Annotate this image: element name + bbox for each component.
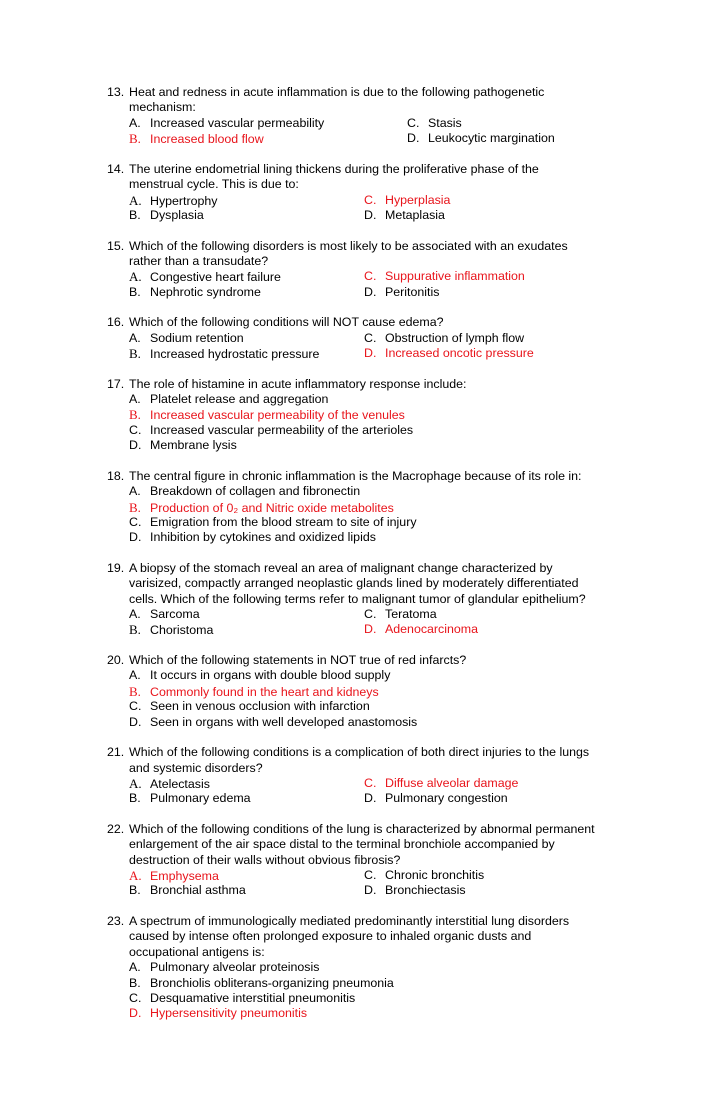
stem-line <box>107 853 667 868</box>
answer-option-d[interactable] <box>364 622 478 637</box>
option-text: Pulmonary alveolar proteinosis <box>150 960 320 975</box>
question-number: 21. <box>107 745 125 760</box>
option-letter: C. <box>364 192 377 207</box>
option-letter: A. <box>129 668 141 683</box>
answer-option-b[interactable] <box>129 791 251 806</box>
stem-line <box>107 653 667 668</box>
answer-option-b[interactable] <box>129 285 261 300</box>
options-row <box>107 392 667 407</box>
option-letter: C. <box>407 115 420 130</box>
option-text: Pulmonary congestion <box>385 791 508 806</box>
option-letter: C. <box>364 868 377 883</box>
option-text: Suppurative inflammation <box>385 269 525 284</box>
answer-option-c[interactable] <box>407 116 462 131</box>
option-text: Platelet release and aggregation <box>150 392 329 406</box>
options-row <box>107 1006 667 1021</box>
question-21 <box>107 745 667 807</box>
options-row <box>107 776 667 791</box>
answer-option-b[interactable] <box>129 131 264 147</box>
answer-option-a[interactable] <box>129 116 324 131</box>
options-row <box>107 331 667 346</box>
options-row <box>107 960 667 975</box>
stem-line <box>107 929 667 944</box>
option-letter: C. <box>364 269 377 284</box>
question-22 <box>107 822 667 899</box>
option-letter: A. <box>129 868 142 884</box>
answer-option-a[interactable] <box>129 484 360 499</box>
question-stem-text: The uterine endometrial lining thickens during the proliferative phase of the <box>129 161 539 176</box>
question-stem-text: Heat and redness in acute inflammation is due to the following pathogenetic <box>129 85 545 99</box>
answer-option-c[interactable] <box>129 423 413 438</box>
question-stem-text: Which of the following disorders is most likely to be associated with an exudates <box>129 238 568 253</box>
stem-line <box>107 315 667 330</box>
option-text: Increased vascular permeability of the venules <box>150 408 405 423</box>
answer-option-d[interactable] <box>364 791 508 806</box>
question-13 <box>107 85 667 147</box>
option-text: Desquamative interstitial pneumonitis <box>150 991 356 1006</box>
option-letter: D. <box>364 207 377 222</box>
answer-option-a[interactable] <box>129 668 390 683</box>
options-row <box>107 438 667 453</box>
question-stem-text: Which of the following conditions of the lung is characterized by abnormal permanent <box>129 821 595 836</box>
question-number: 17. <box>107 376 125 391</box>
option-text: Chronic bronchitis <box>385 868 485 883</box>
option-text: Atelectasis <box>150 776 210 791</box>
answer-option-c[interactable] <box>364 607 437 622</box>
answer-option-c[interactable] <box>364 193 450 208</box>
question-stem-text: The role of histamine in acute inflammatory response include: <box>129 376 467 391</box>
option-letter: D. <box>129 1006 142 1021</box>
option-text: Sodium retention <box>150 330 244 345</box>
option-letter: A. <box>129 330 141 345</box>
option-text: Metaplasia <box>385 207 445 222</box>
question-stem-text: Which of the following conditions will NOT cause edema? <box>129 315 444 330</box>
option-text: Hypertrophy <box>150 193 218 208</box>
options-row <box>107 131 667 146</box>
stem-line <box>107 377 667 392</box>
options-row <box>107 208 667 223</box>
question-16 <box>107 315 667 361</box>
question-number: 20. <box>107 653 125 668</box>
answer-option-a[interactable] <box>129 392 328 407</box>
options-row <box>107 991 667 1006</box>
option-letter: C. <box>129 514 142 529</box>
stem-line <box>107 822 667 837</box>
option-text: Seen in organs with well developed anastomosis <box>150 714 418 729</box>
answer-option-b[interactable] <box>129 622 213 638</box>
question-17 <box>107 377 667 454</box>
question-number: 22. <box>107 821 125 836</box>
question-stem-text: occupational antigens is: <box>129 944 265 959</box>
options-row <box>107 193 667 208</box>
answer-option-c[interactable] <box>364 776 518 791</box>
question-stem-text: menstrual cycle. This is due to: <box>129 177 299 192</box>
option-text: Teratoma <box>385 607 437 622</box>
stem-line <box>107 576 667 591</box>
stem-line <box>107 592 667 607</box>
question-number: 16. <box>107 315 125 330</box>
option-text: Hypersensitivity pneumonitis <box>150 1006 308 1021</box>
stem-line <box>107 914 667 929</box>
question-stem-text: enlargement of the air space distal to the terminal bronchiole accompanied by <box>129 837 555 852</box>
options-row <box>107 607 667 622</box>
answer-option-b[interactable] <box>129 208 204 223</box>
answer-option-b[interactable] <box>129 883 246 898</box>
option-text: Dysplasia <box>150 207 204 222</box>
question-19 <box>107 561 667 638</box>
question-stem-text: rather than a transudate? <box>129 253 269 268</box>
options-row <box>107 530 667 545</box>
answer-option-b[interactable] <box>129 346 319 362</box>
answer-option-c[interactable] <box>129 991 355 1006</box>
answer-option-b[interactable] <box>129 500 394 516</box>
options-row <box>107 269 667 284</box>
answer-option-d[interactable] <box>364 208 445 223</box>
question-stem-text: varisized, compactly arranged neoplastic glands lined by moderately differentiated <box>129 576 579 591</box>
option-letter: D. <box>129 530 142 545</box>
answer-option-d[interactable] <box>129 530 376 545</box>
option-text: Increased vascular permeability <box>150 115 325 130</box>
option-letter: C. <box>364 775 377 790</box>
option-text: Seen in venous occlusion with infarction <box>150 699 370 714</box>
option-letter: A. <box>129 607 141 622</box>
option-letter: B. <box>129 407 141 423</box>
answer-option-a[interactable] <box>129 607 200 622</box>
option-text: Obstruction of lymph flow <box>385 330 525 345</box>
question-number: 19. <box>107 560 125 575</box>
option-letter: B. <box>129 346 141 362</box>
option-letter: D. <box>364 622 377 637</box>
question-stem-text: cells. Which of the following terms refer to malignant tumor of glandular epithelium? <box>129 591 586 606</box>
options-row <box>107 883 667 898</box>
option-text: Choristoma <box>150 623 214 638</box>
question-number: 13. <box>107 85 125 99</box>
options-row <box>107 668 667 683</box>
question-20 <box>107 653 667 730</box>
answer-option-b[interactable] <box>129 407 405 423</box>
stem-line <box>107 561 667 576</box>
option-text: Membrane lysis <box>150 438 237 453</box>
question-page <box>107 85 667 1037</box>
option-text: Bronchial asthma <box>150 883 246 898</box>
answer-option-d[interactable] <box>129 715 417 730</box>
options-row <box>107 116 667 131</box>
answer-option-d[interactable] <box>407 131 555 146</box>
option-letter: B. <box>129 207 141 222</box>
option-text: Commonly found in the heart and kidneys <box>150 684 379 699</box>
stem-line <box>107 254 667 269</box>
stem-line <box>107 177 667 192</box>
option-letter: A. <box>129 960 141 975</box>
option-letter: C. <box>129 422 142 437</box>
option-text: Adenocarcinoma <box>385 622 478 637</box>
answer-option-c[interactable] <box>364 269 525 284</box>
option-text: Congestive heart failure <box>150 270 281 285</box>
option-letter: C. <box>364 330 377 345</box>
options-row <box>107 715 667 730</box>
option-letter: B. <box>129 791 141 806</box>
stem-line <box>107 761 667 776</box>
options-row <box>107 515 667 530</box>
answer-option-a[interactable] <box>129 868 219 884</box>
answer-option-a[interactable] <box>129 269 281 285</box>
question-stem-text: caused by intense often prolonged exposure to inhaled organic dusts and <box>129 929 532 944</box>
answer-option-a[interactable] <box>129 776 210 792</box>
option-letter: C. <box>129 699 142 714</box>
option-letter: A. <box>129 192 142 208</box>
options-row <box>107 500 667 515</box>
question-number: 15. <box>107 238 125 253</box>
option-letter: B. <box>129 683 141 699</box>
option-text: Bronchiectasis <box>385 883 466 898</box>
stem-line <box>107 837 667 852</box>
option-text: Nephrotic syndrome <box>150 284 261 299</box>
option-letter: A. <box>129 484 141 499</box>
options-row <box>107 622 667 637</box>
answer-option-d[interactable] <box>364 285 439 300</box>
option-letter: B. <box>129 499 141 515</box>
stem-line <box>107 945 667 960</box>
options-row <box>107 976 667 991</box>
option-letter: A. <box>129 115 141 130</box>
stem-line <box>107 745 667 760</box>
question-number: 23. <box>107 914 125 929</box>
option-letter: D. <box>364 791 377 806</box>
question-stem-text: mechanism: <box>129 100 196 115</box>
option-letter: A. <box>129 269 142 285</box>
answer-option-a[interactable] <box>129 193 218 209</box>
option-letter: B. <box>129 284 141 299</box>
options-row <box>107 407 667 422</box>
option-text: Increased oncotic pressure <box>385 346 534 361</box>
option-text: Increased vascular permeability of the arterioles <box>150 422 414 437</box>
option-text: Emphysema <box>150 869 219 884</box>
option-text: Diffuse alveolar damage <box>385 775 519 790</box>
options-row <box>107 699 667 714</box>
question-23 <box>107 914 667 1022</box>
answer-option-d[interactable] <box>364 883 466 898</box>
question-stem-text: Which of the following statements in NOT true of red infarcts? <box>129 653 467 668</box>
options-row <box>107 423 667 438</box>
question-15 <box>107 239 667 301</box>
option-text: Stasis <box>428 115 462 130</box>
options-row <box>107 484 667 499</box>
stem-line <box>107 162 667 177</box>
options-row <box>107 868 667 883</box>
question-stem-text: destruction of their walls without obvious fibrosis? <box>129 852 401 867</box>
question-18 <box>107 469 667 546</box>
question-number: 14. <box>107 161 125 176</box>
question-stem-text: Which of the following conditions is a complication of both direct injuries to the lungs <box>129 745 590 760</box>
question-stem-text: The central figure in chronic inflammation is the Macrophage because of its role in: <box>129 468 582 483</box>
option-letter: B. <box>129 883 141 898</box>
option-text: Pulmonary edema <box>150 791 251 806</box>
option-letter: A. <box>129 392 141 406</box>
answer-option-c[interactable] <box>364 868 484 883</box>
option-letter: D. <box>129 714 142 729</box>
answer-option-d[interactable] <box>364 346 534 361</box>
option-letter: D. <box>364 284 377 299</box>
option-letter: C. <box>364 607 377 622</box>
option-letter: B. <box>129 131 141 147</box>
option-letter: C. <box>129 991 142 1006</box>
answer-option-d[interactable] <box>129 1006 307 1021</box>
options-row <box>107 346 667 361</box>
answer-option-c[interactable] <box>129 699 370 714</box>
stem-line <box>107 239 667 254</box>
stem-line <box>107 100 667 115</box>
answer-option-b[interactable] <box>129 684 379 700</box>
options-row <box>107 791 667 806</box>
question-stem-text: A biopsy of the stomach reveal an area of malignant change characterized by <box>129 560 553 575</box>
stem-line <box>107 469 667 484</box>
stem-line <box>107 85 667 100</box>
option-text: Leukocytic margination <box>428 131 555 146</box>
answer-option-a[interactable] <box>129 331 244 346</box>
question-stem-text: and systemic disorders? <box>129 760 263 775</box>
option-letter: B. <box>129 622 141 638</box>
question-stem-text: A spectrum of immunologically mediated predominantly interstitial lung disorders <box>129 914 570 929</box>
options-row <box>107 684 667 699</box>
answer-option-a[interactable] <box>129 960 319 975</box>
answer-option-b[interactable] <box>129 976 394 991</box>
option-text: Inhibition by cytokines and oxidized lipids <box>150 530 376 545</box>
option-text: Bronchiolis obliterans-organizing pneumonia <box>150 975 394 990</box>
option-text: Hyperplasia <box>385 192 451 207</box>
option-text: Sarcoma <box>150 607 200 622</box>
option-letter: B. <box>129 975 141 990</box>
option-text: Emigration from the blood stream to site of injury <box>150 514 417 529</box>
option-text: Peritonitis <box>385 284 440 299</box>
option-letter: D. <box>364 883 377 898</box>
answer-option-c[interactable] <box>364 331 524 346</box>
option-letter: D. <box>129 438 142 453</box>
answer-option-d[interactable] <box>129 438 237 453</box>
option-text: It occurs in organs with double blood supply <box>150 668 391 683</box>
option-text: Increased hydrostatic pressure <box>150 347 320 362</box>
option-letter: D. <box>407 131 420 146</box>
answer-option-c[interactable] <box>129 515 417 530</box>
option-text: Production of 0₂ and Nitric oxide metabolites <box>150 500 394 515</box>
option-text: Increased blood flow <box>150 132 264 147</box>
question-number: 18. <box>107 468 125 483</box>
option-letter: D. <box>364 346 377 361</box>
question-14 <box>107 162 667 224</box>
options-row <box>107 285 667 300</box>
option-letter: A. <box>129 775 142 791</box>
option-text: Breakdown of collagen and fibronectin <box>150 484 361 499</box>
